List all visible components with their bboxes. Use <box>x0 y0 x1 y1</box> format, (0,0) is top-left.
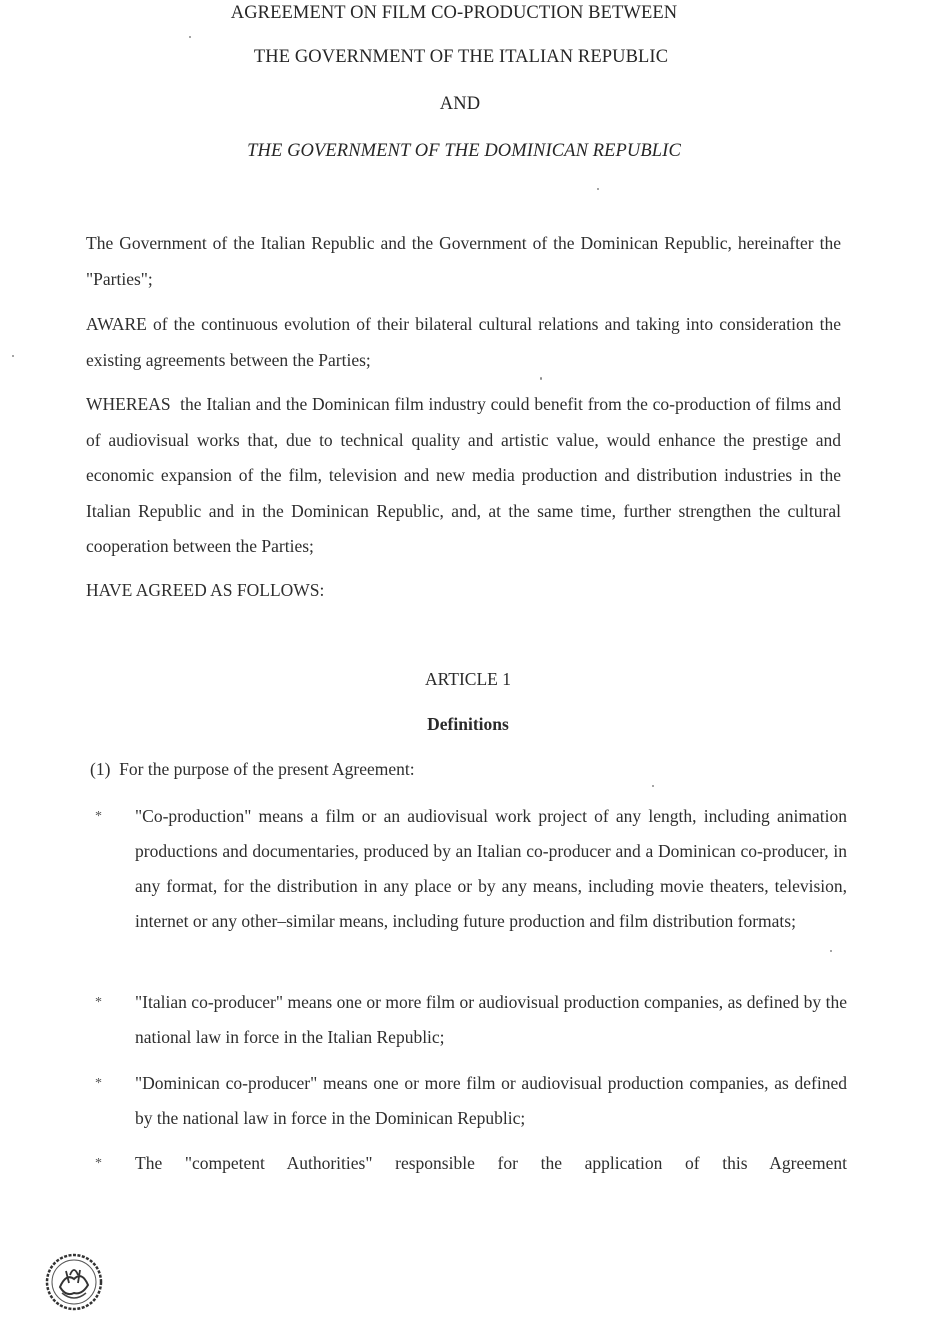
scan-speck <box>830 950 832 952</box>
preamble-parties: The Government of the Italian Republic and the Government of the Dominican Republic, hereinafter the "Parties"; <box>86 233 841 289</box>
preamble-agreed: HAVE AGREED AS FOLLOWS: <box>86 580 325 600</box>
definition-item <box>95 1146 847 1181</box>
bullet-marker-icon: * <box>95 995 102 1010</box>
title-line-4: THE GOVERNMENT OF THE DOMINICAN REPUBLIC <box>247 141 681 161</box>
title-line-1: AGREEMENT ON FILM CO-PRODUCTION BETWEEN <box>230 3 678 23</box>
definition-text: "Italian co-producer" means one or more film or audiovisual production companies, as defined by the national law in force in the Italian Republic; <box>135 992 847 1047</box>
definition-text: "Dominican co-producer" means one or more film or audiovisual production companies, as defined by the national law in force in the Dominican Republic; <box>135 1073 847 1128</box>
title-line-2: THE GOVERNMENT OF THE ITALIAN REPUBLIC <box>253 47 669 67</box>
bullet-marker-icon: * <box>95 1076 102 1091</box>
preamble-aware: AWARE of the continuous evolution of their bilateral cultural relations and taking into consideration the existing agreements between the Parties; <box>86 314 841 370</box>
scan-speck <box>189 36 191 38</box>
article-heading: Definitions <box>427 714 509 734</box>
scan-speck <box>540 377 542 380</box>
scan-speck <box>12 355 14 357</box>
scan-speck <box>597 188 599 190</box>
article-number: ARTICLE 1 <box>425 669 511 689</box>
title-line-3: AND <box>439 94 481 114</box>
scan-speck <box>652 785 654 787</box>
official-seal-icon <box>42 1253 106 1311</box>
bullet-marker-icon: * <box>95 809 102 824</box>
definition-text: "Co-production" means a film or an audiovisual work project of any length, including animation productions and documentaries, produced by an Italian co-producer and a Dominican co-producer, in any format, for the distribution in any place or by any means, including movie theaters, television, internet or any other–similar means, including future production and film distribution formats; <box>135 806 847 931</box>
clause-intro: (1) For the purpose of the present Agreement: <box>90 759 415 779</box>
definition-item <box>95 985 847 1055</box>
bullet-marker-icon: * <box>95 1156 102 1171</box>
definition-item <box>95 1066 847 1136</box>
definition-item <box>95 799 847 939</box>
definition-text: The "competent Authorities" responsible for the application of this Agreement <box>135 1153 847 1173</box>
preamble-whereas: WHEREAS the Italian and the Dominican film industry could benefit from the co-production of films and of audiovisual works that, due to technical quality and artistic value, would enhance the prestige and economic expansion of the film, television and new media production and distribution industries in the Italian Republic and in the Dominican Republic, and, at the same time, further strengthen the cultural cooperation between the Parties; <box>86 394 846 556</box>
